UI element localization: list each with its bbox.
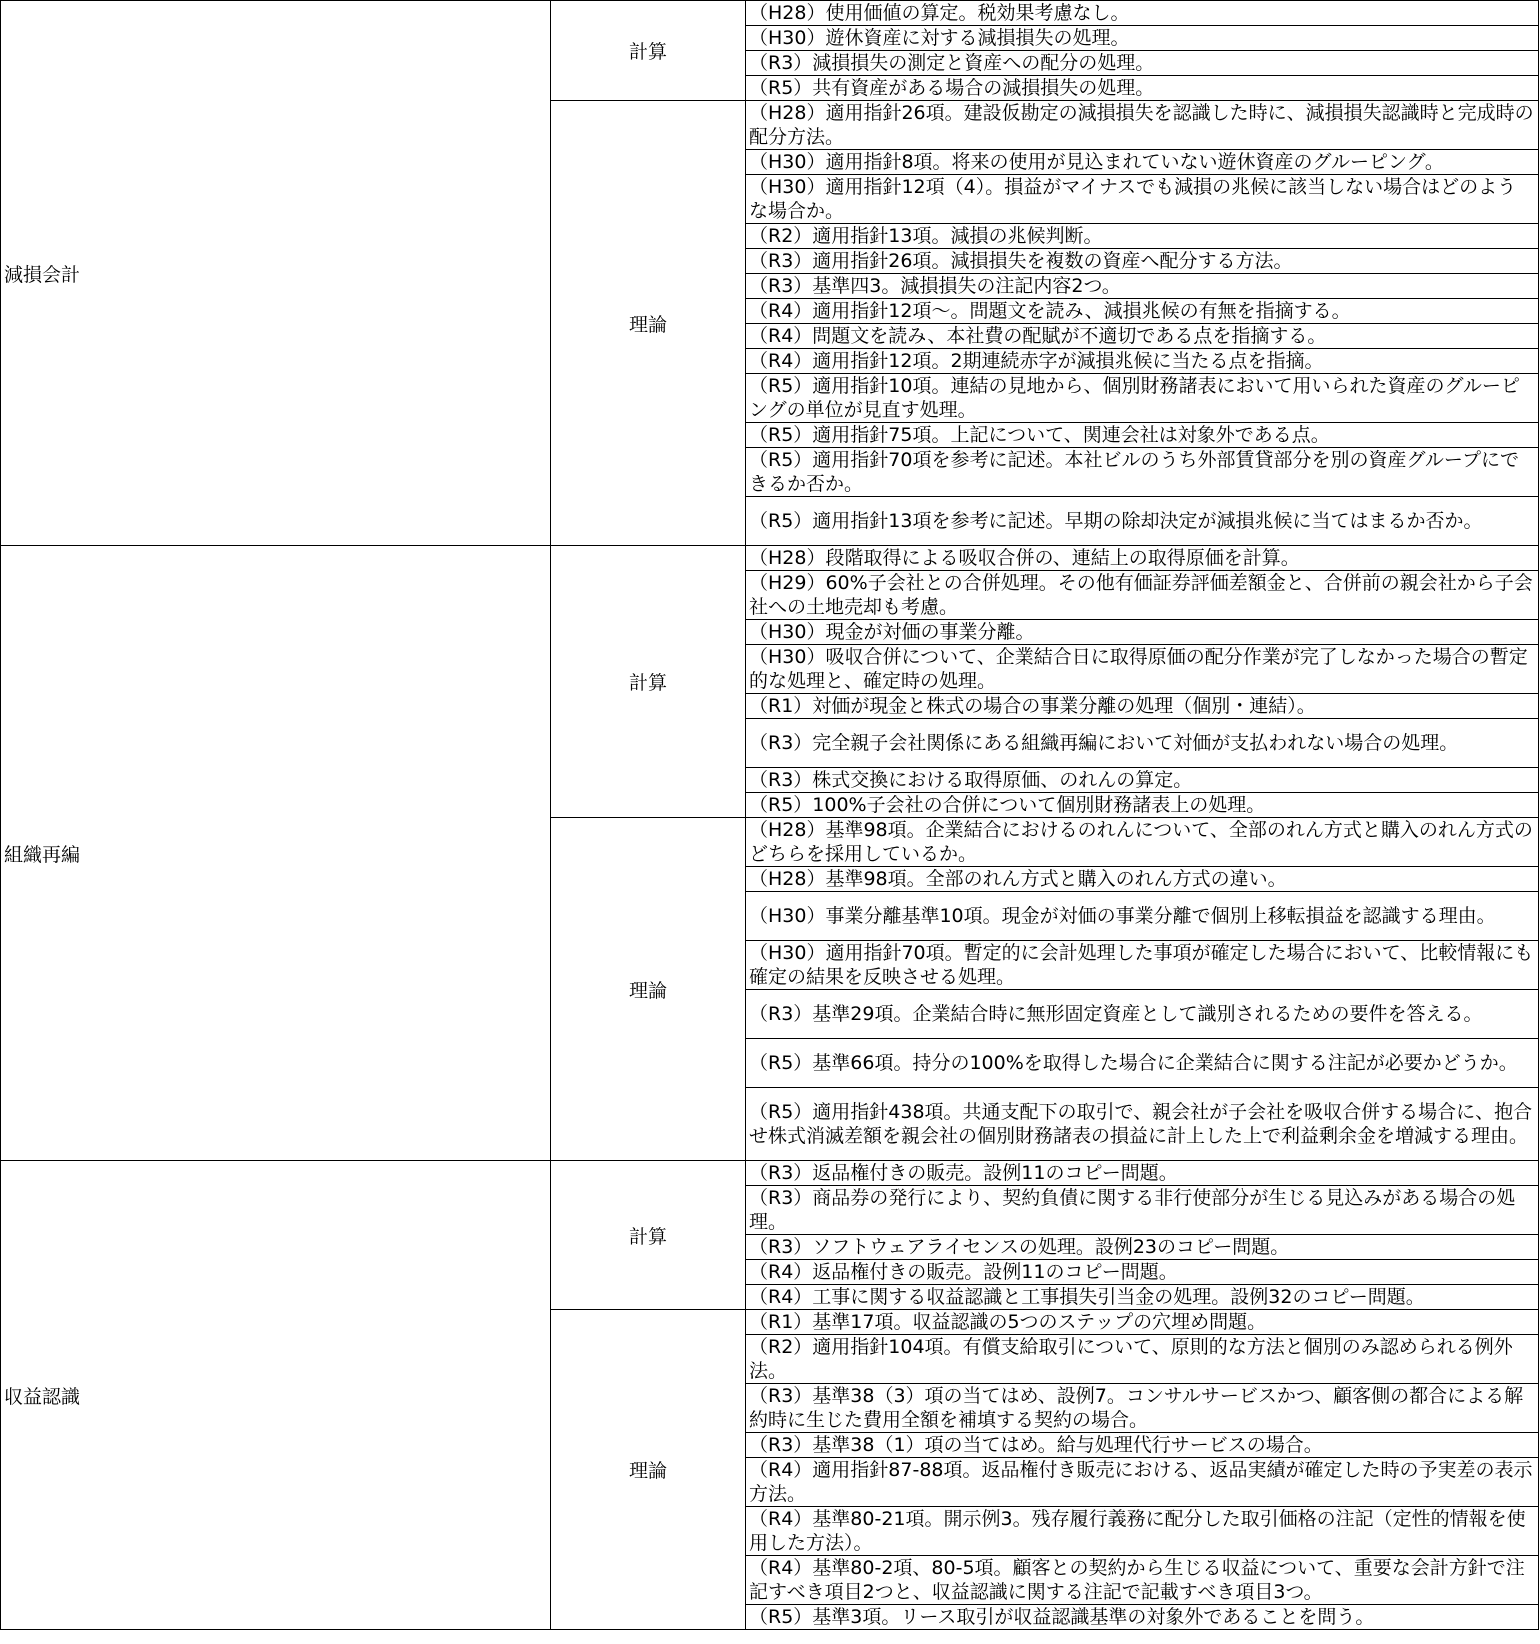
question-type-cell: 計算	[551, 1, 746, 101]
question-item-cell: （R2）適用指針104項。有償支給取引について、原則的な方法と個別のみ認められる例外法。	[746, 1335, 1539, 1384]
question-item-cell: （R4）適用指針87-88項。返品権付き販売における、返品実績が確定した時の予実差の表示方法。	[746, 1458, 1539, 1507]
question-item-cell: （H30）適用指針8項。将来の使用が見込まれていない遊休資産のグルーピング。	[746, 150, 1539, 175]
question-item-cell: （R5）適用指針75項。上記について、関連会社は対象外である点。	[746, 423, 1539, 448]
question-item-cell: （R3）適用指針26項。減損損失を複数の資産へ配分する方法。	[746, 249, 1539, 274]
question-item-cell: （R3）基準38（1）項の当てはめ。給与処理代行サービスの場合。	[746, 1433, 1539, 1458]
question-item-cell: （R3）株式交換における取得原価、のれんの算定。	[746, 768, 1539, 793]
question-type-cell: 計算	[551, 1161, 746, 1310]
question-item-cell: （R1）対価が現金と株式の場合の事業分離の処理（個別・連結）。	[746, 694, 1539, 719]
question-item-cell: （R5）基準66項。持分の100%を取得した場合に企業結合に関する注記が必要かどうか。	[746, 1039, 1539, 1088]
question-item-cell: （R3）減損損失の測定と資産への配分の処理。	[746, 51, 1539, 76]
question-type-cell: 理論	[551, 818, 746, 1161]
question-item-cell: （R5）適用指針438項。共通支配下の取引で、親会社が子会社を吸収合併する場合に、抱合せ株式消滅差額を親会社の個別財務諸表の損益に計上した上で利益剰余金を増減する理由。	[746, 1088, 1539, 1161]
question-item-cell: （H30）適用指針12項（4）。損益がマイナスでも減損の兆候に該当しない場合はどのような場合か。	[746, 175, 1539, 224]
table-row	[1, 546, 1539, 571]
question-item-cell: （R5）適用指針13項を参考に記述。早期の除却決定が減損兆候に当てはまるか否か。	[746, 497, 1539, 546]
table-row	[1, 1, 1539, 26]
question-item-cell: （R3）基準38（3）項の当てはめ、設例7。コンサルサービスかつ、顧客側の都合による解約時に生じた費用全額を補填する契約の場合。	[746, 1384, 1539, 1433]
topic-cell: 組織再編	[1, 546, 551, 1161]
question-item-cell: （R3）完全親子会社関係にある組織再編において対価が支払われない場合の処理。	[746, 719, 1539, 768]
table-row	[1, 1161, 1539, 1186]
question-item-cell: （R4）基準80-21項。開示例3。残存履行義務に配分した取引価格の注記（定性的情報を使用した方法）。	[746, 1507, 1539, 1556]
question-item-cell: （R4）基準80-2項、80-5項。顧客との契約から生じる収益について、重要な会計方針で注記すべき項目2つと、収益認識に関する注記で記載すべき項目3つ。	[746, 1556, 1539, 1605]
question-item-cell: （R3）返品権付きの販売。設例11のコピー問題。	[746, 1161, 1539, 1186]
question-item-cell: （H28）基準98項。全部のれん方式と購入のれん方式の違い。	[746, 867, 1539, 892]
question-item-cell: （H30）吸収合併について、企業結合日に取得原価の配分作業が完了しなかった場合の暫定的な処理と、確定時の処理。	[746, 645, 1539, 694]
question-item-cell: （R3）基準29項。企業結合時に無形固定資産として識別されるための要件を答える。	[746, 990, 1539, 1039]
question-item-cell: （R4）問題文を読み、本社費の配賦が不適切である点を指摘する。	[746, 324, 1539, 349]
question-item-cell: （H30）適用指針70項。暫定的に会計処理した事項が確定した場合において、比較情報にも確定の結果を反映させる処理。	[746, 941, 1539, 990]
question-type-cell: 理論	[551, 1310, 746, 1630]
question-item-cell: （R2）適用指針13項。減損の兆候判断。	[746, 224, 1539, 249]
question-item-cell: （R4）返品権付きの販売。設例11のコピー問題。	[746, 1260, 1539, 1285]
question-item-cell: （R3）商品券の発行により、契約負債に関する非行使部分が生じる見込みがある場合の処理。	[746, 1186, 1539, 1235]
question-item-cell: （H29）60%子会社との合併処理。その他有価証券評価差額金と、合併前の親会社から子会社への土地売却も考慮。	[746, 571, 1539, 620]
topic-cell: 収益認識	[1, 1161, 551, 1630]
question-item-cell: （R5）基準3項。リース取引が収益認識基準の対象外であることを問う。	[746, 1605, 1539, 1630]
question-type-cell: 計算	[551, 546, 746, 818]
question-item-cell: （H28）適用指針26項。建設仮勘定の減損損失を認識した時に、減損損失認識時と完成時の配分方法。	[746, 101, 1539, 150]
question-item-cell: （H30）遊休資産に対する減損損失の処理。	[746, 26, 1539, 51]
topic-cell: 減損会計	[1, 1, 551, 546]
question-item-cell: （R5）共有資産がある場合の減損損失の処理。	[746, 76, 1539, 101]
question-item-cell: （H28）基準98項。企業結合におけるのれんについて、全部のれん方式と購入のれん方式のどちらを採用しているか。	[746, 818, 1539, 867]
exam-topic-table-body	[1, 1, 1539, 1630]
question-item-cell: （H28）使用価値の算定。税効果考慮なし。	[746, 1, 1539, 26]
question-item-cell: （R4）工事に関する収益認識と工事損失引当金の処理。設例32のコピー問題。	[746, 1285, 1539, 1310]
question-item-cell: （R4）適用指針12項～。問題文を読み、減損兆候の有無を指摘する。	[746, 299, 1539, 324]
question-item-cell: （H30）事業分離基準10項。現金が対価の事業分離で個別上移転損益を認識する理由。	[746, 892, 1539, 941]
question-item-cell: （R1）基準17項。収益認識の5つのステップの穴埋め問題。	[746, 1310, 1539, 1335]
question-item-cell: （R5）適用指針70項を参考に記述。本社ビルのうち外部賃貸部分を別の資産グループにできるか否か。	[746, 448, 1539, 497]
question-item-cell: （R3）基準四3。減損損失の注記内容2つ。	[746, 274, 1539, 299]
question-item-cell: （H30）現金が対価の事業分離。	[746, 620, 1539, 645]
question-item-cell: （R5）適用指針10項。連結の見地から、個別財務諸表において用いられた資産のグルーピングの単位が見直す処理。	[746, 374, 1539, 423]
question-item-cell: （R3）ソフトウェアライセンスの処理。設例23のコピー問題。	[746, 1235, 1539, 1260]
question-type-cell: 理論	[551, 101, 746, 546]
question-item-cell: （H28）段階取得による吸収合併の、連結上の取得原価を計算。	[746, 546, 1539, 571]
question-item-cell: （R5）100%子会社の合併について個別財務諸表上の処理。	[746, 793, 1539, 818]
question-item-cell: （R4）適用指針12項。2期連続赤字が減損兆候に当たる点を指摘。	[746, 349, 1539, 374]
